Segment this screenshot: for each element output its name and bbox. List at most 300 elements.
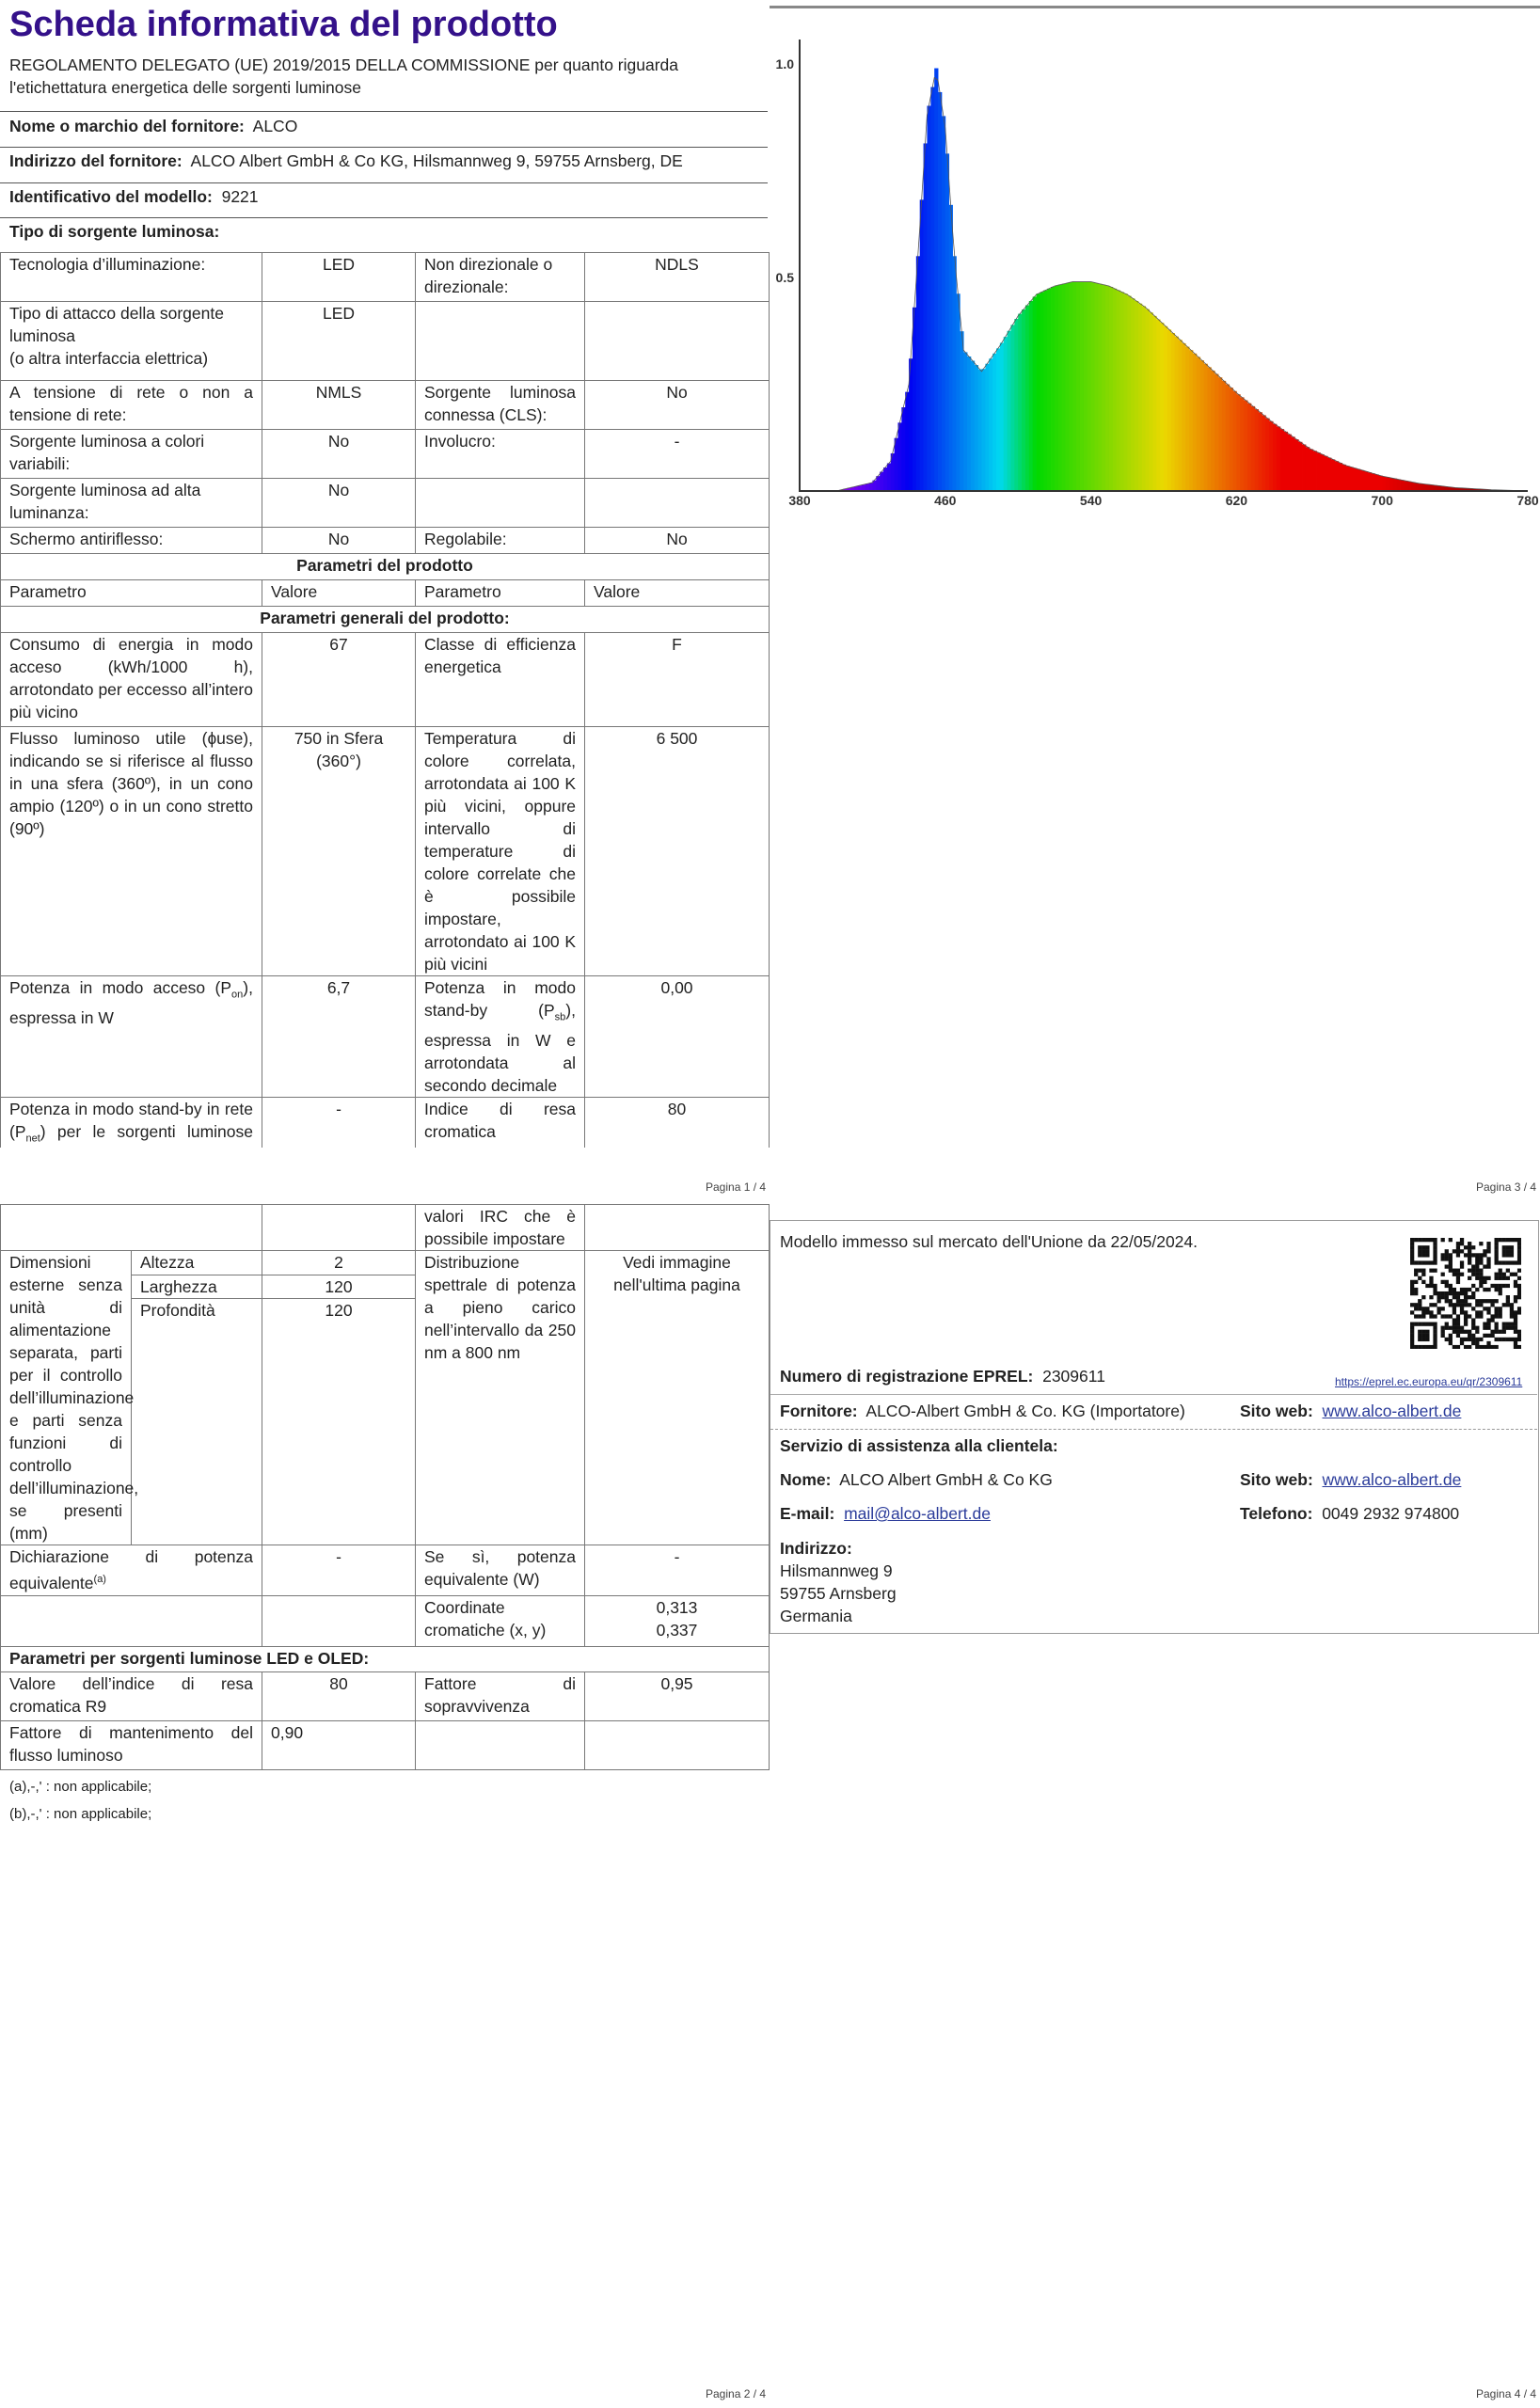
empty-cell: [585, 479, 770, 528]
spectrum-band: [956, 293, 960, 491]
name-value: ALCO Albert GmbH & Co KG: [839, 1470, 1053, 1489]
spectrum-band: [1335, 461, 1339, 491]
spectrum-band: [1339, 463, 1342, 491]
consumption-value: 67: [262, 633, 416, 727]
nondir-value: NDLS: [585, 253, 770, 302]
spectrum-band: [897, 422, 901, 491]
width-label: Larghezza: [132, 1275, 262, 1299]
spectrum-band: [1291, 436, 1294, 491]
spectrum-band: [1298, 442, 1302, 491]
spectrum-band: [1010, 325, 1014, 491]
spectrum-band: [1215, 374, 1218, 491]
spectrum-band: [1043, 291, 1047, 491]
spectrum-band: [1022, 309, 1025, 491]
spectrum-band: [1113, 289, 1117, 491]
placed-on-market: Modello immesso sul mercato dell'Unione da 22/05/2024.: [780, 1232, 1199, 1251]
model-value: 9221: [221, 187, 259, 206]
spectrum-band: [1284, 432, 1288, 491]
depth-value: 120: [262, 1299, 416, 1545]
dimensions-label: Dimensioni esterne senza unità di alimentazione separata, parti per il controllo dell’illuminazione e parti senza funzioni di controllo dell’illuminazione, se presenti (mm): [1, 1251, 132, 1545]
address-line-1: Hilsmannweg 9: [780, 1561, 893, 1580]
spectrum-band: [1000, 342, 1004, 491]
spectrum-band: [1091, 282, 1095, 491]
spectrum-band: [1397, 480, 1401, 491]
eprel-value: 2309611: [1042, 1367, 1105, 1386]
chroma-label: Coordinate cromatiche (x, y): [416, 1596, 585, 1647]
height-label: Altezza: [132, 1251, 262, 1275]
spectrum-band: [905, 392, 909, 491]
height-value: 2: [262, 1251, 416, 1275]
chroma-value: 0,313 0,337: [585, 1596, 770, 1647]
spectrum-band: [1150, 312, 1153, 491]
spectrum-band: [1294, 439, 1298, 491]
spectrum-band: [913, 308, 916, 491]
table-row: [1, 1596, 770, 1647]
table-row: [1, 580, 770, 607]
page-number: Pagina 2 / 4: [706, 2387, 767, 2400]
spectrum-band: [1273, 424, 1277, 491]
empty-cell: [585, 302, 770, 381]
spectrum-band: [1357, 469, 1360, 491]
spectrum-band: [1033, 296, 1037, 491]
spectrum-band: [1178, 340, 1182, 491]
empty-cell: [585, 1721, 770, 1770]
spectrum-band: [927, 105, 930, 491]
empty-cell: [1, 1205, 262, 1251]
page-title: Scheda informativa del prodotto: [9, 5, 558, 44]
spectrum-band: [1211, 371, 1215, 491]
spectrum-band: [1233, 391, 1237, 491]
spectrum-band: [1185, 347, 1189, 491]
depth-label: Profondità: [132, 1299, 262, 1545]
cls-label: Sorgente luminosa connessa (CLS):: [416, 381, 585, 430]
class-value: F: [585, 633, 770, 727]
email-label: E-mail:: [780, 1504, 835, 1523]
equiv-value: -: [262, 1545, 416, 1596]
page-number: Pagina 1 / 4: [706, 1180, 767, 1194]
spectrum-band: [1102, 285, 1105, 491]
address-row: [9, 150, 683, 172]
website2-link[interactable]: www.alco-albert.de: [1322, 1470, 1462, 1489]
spectrum-band: [1236, 394, 1240, 491]
spectrum-band: [1280, 429, 1284, 491]
model-label: Identificativo del modello:: [9, 187, 213, 206]
service-heading: Servizio di assistenza alla clientela:: [780, 1436, 1058, 1455]
hl-label: Sorgente luminosa ad alta luminanza:: [1, 479, 262, 528]
address-line-3: Germania: [780, 1607, 852, 1625]
spectrum-band: [1342, 465, 1346, 491]
spectrum-band: [953, 256, 957, 491]
spectrum-band: [1160, 323, 1164, 491]
lumen-maint-value: 0,90: [262, 1721, 416, 1770]
spectrum-band: [1378, 476, 1382, 491]
spectrum-band: [1353, 468, 1357, 491]
spectrum-band: [1320, 454, 1324, 491]
spectrum-band: [942, 116, 945, 491]
spectrum-band: [1029, 301, 1033, 491]
spectrum-band: [880, 472, 883, 491]
spectrum-band: [1265, 419, 1269, 491]
page-4-box: [770, 1220, 1539, 1634]
spectrum-band: [1422, 484, 1426, 491]
table-row: [1, 528, 770, 554]
spd-value: Vedi immagine nell'ultima pagina: [585, 1251, 770, 1545]
spectrum-band: [1025, 306, 1029, 491]
empty-cell: [262, 1596, 416, 1647]
spectrum-band: [1331, 459, 1335, 491]
spd-label: Distribuzione spettrale di potenza a pieno carico nell’intervallo da 250 nm a 800 nm: [416, 1251, 585, 1545]
params-table-cont: [0, 1204, 770, 1770]
spectrum-band: [1058, 285, 1062, 491]
spectrum-band: [1193, 354, 1197, 491]
spectrum-band: [1123, 293, 1127, 491]
eprel-link[interactable]: https://eprel.ec.europa.eu/qr/2309611: [1335, 1375, 1523, 1388]
flux-value: 750 in Sfera (360°): [262, 727, 416, 976]
qr-code-icon[interactable]: [1410, 1238, 1521, 1349]
spectrum-band: [1364, 471, 1368, 491]
glare-value: No: [262, 528, 416, 554]
spectrum-band: [960, 331, 963, 491]
x-tick-label: 380: [788, 493, 811, 508]
spectrum-band: [1084, 282, 1088, 491]
lumen-maint-label: Fattore di mantenimento del flusso luminoso: [1, 1721, 262, 1770]
supplier-label: Nome o marchio del fornitore:: [9, 117, 245, 135]
eprel-label: Numero di registrazione EPREL:: [780, 1367, 1034, 1386]
x-tick-label: 540: [1079, 493, 1103, 508]
dim-value: No: [585, 528, 770, 554]
spectrum-band: [989, 358, 992, 491]
col-value: Valore: [585, 580, 770, 607]
table-row: [1, 381, 770, 430]
page-1: [0, 0, 770, 1204]
divider: [0, 147, 768, 148]
spectrum-band: [1047, 289, 1051, 491]
spectrum-band: [982, 369, 986, 491]
website2-row: [1240, 1468, 1461, 1491]
col-value: Valore: [262, 580, 416, 607]
table-row: [1, 253, 770, 302]
spectrum-band: [1346, 466, 1350, 491]
spectrum-band: [1247, 404, 1251, 491]
spectrum-band: [1244, 401, 1247, 491]
spectrum-band: [1135, 301, 1138, 491]
divider: [0, 217, 768, 218]
source-type-label: Tipo di sorgente luminosa:: [9, 222, 220, 241]
spectrum-band: [1131, 298, 1135, 491]
spectrum-band: [963, 352, 967, 491]
spectrum-band: [1152, 316, 1156, 491]
r9-label: Valore dell’indice di resa cromatica R9: [1, 1672, 262, 1721]
spectrum-band: [1240, 397, 1244, 491]
spectrum-band: [1127, 296, 1131, 491]
source-type-table: [0, 252, 770, 1204]
cls-value: No: [585, 381, 770, 430]
spectrum-band: [924, 143, 928, 491]
spectrum-band: [1040, 292, 1043, 491]
x-tick-label: 700: [1371, 493, 1393, 508]
glare-label: Schermo antiriflesso:: [1, 528, 262, 554]
model-row: [9, 185, 259, 208]
y-tick-label: 1.0: [775, 56, 794, 71]
x-tick-label: 620: [1225, 493, 1248, 508]
pnet-label: Potenza in modo stand-by in rete $(P_{net})$ per le sorgenti luminose: [1, 1097, 262, 1204]
name-label: Nome:: [780, 1470, 832, 1489]
mains-label: A tensione di rete o non a tensione di rete:: [1, 381, 262, 430]
cap-label: Tipo di attacco della sorgente luminosa (o altra interfaccia elettrica): [1, 302, 262, 381]
spectrum-band: [1218, 377, 1222, 491]
x-tick-label: 460: [934, 493, 957, 508]
cct-label: Temperatura di colore correlata, arrotondata ai 100 K più vicini, oppure intervallo di temperature di colore correlate che è possibile impostare, arrotondato ai 100 K più vicini: [416, 727, 585, 976]
spectrum-band: [1156, 319, 1160, 491]
spectrum-band: [985, 364, 989, 491]
spectrum-band: [1117, 291, 1120, 491]
spectrum-band: [1327, 458, 1331, 491]
spectrum-band: [1324, 456, 1327, 491]
colour-label: Sorgente luminosa a colori variabili:: [1, 430, 262, 479]
cri-value: 80: [585, 1097, 770, 1204]
led-header: Parametri per sorgenti luminose LED e OLED:: [1, 1647, 770, 1672]
spectrum-band: [1302, 445, 1306, 491]
equiv-label: Dichiarazione di potenza equivalente$^{(a)}$: [1, 1545, 262, 1596]
email-link[interactable]: mail@alco-albert.de: [844, 1504, 991, 1523]
table-row: [1, 607, 770, 633]
spectrum-band: [1094, 283, 1098, 491]
col-param: Parametro: [1, 580, 262, 607]
equiv-w-label: Se sì, potenza equivalente (W): [416, 1545, 585, 1596]
spectrum-band: [1189, 350, 1193, 491]
r9-value: 80: [262, 1672, 416, 1721]
eprel-row: [780, 1365, 1105, 1387]
spectrum-band: [1138, 304, 1142, 491]
supplier-row: [9, 115, 297, 137]
phone-row: [1240, 1502, 1459, 1525]
envelope-label: Involucro:: [416, 430, 585, 479]
spectrum-band: [1167, 329, 1171, 491]
supplier-value: ALCO-Albert GmbH & Co. KG (Importatore): [865, 1402, 1185, 1420]
email-row: [780, 1502, 991, 1525]
table-row: [1, 302, 770, 381]
spectrum-band: [1317, 452, 1321, 491]
spectrum-band: [1072, 282, 1076, 491]
params-header: Parametri del prodotto: [1, 554, 770, 580]
spectrum-band: [1066, 283, 1070, 491]
spectrum-band: [934, 69, 938, 491]
y-tick-label: 0.5: [775, 270, 794, 285]
general-header: Parametri generali del prodotto:: [1, 607, 770, 633]
spectrum-band: [1164, 326, 1167, 491]
spectrum-band: [1262, 415, 1265, 491]
cap-value: LED: [262, 302, 416, 381]
spectrum-band: [1255, 409, 1259, 491]
table-row: [1, 1647, 770, 1672]
table-row: [1, 554, 770, 580]
spectrum-band: [1171, 333, 1175, 491]
spectrum-band: [1251, 406, 1255, 491]
hl-value: No: [262, 479, 416, 528]
spectrum-band: [1426, 484, 1430, 491]
spectrum-band: [1197, 356, 1200, 491]
spectrum-band: [1401, 480, 1405, 491]
spectrum-band: [895, 438, 898, 491]
col-param: Parametro: [416, 580, 585, 607]
spectrum-band: [1415, 483, 1419, 491]
spectrum-band: [1306, 447, 1310, 491]
website2-label: Sito web:: [1240, 1470, 1313, 1489]
spectrum-band: [916, 256, 920, 491]
spectrum-band: [1076, 282, 1080, 491]
address-heading: Indirizzo:: [780, 1539, 852, 1558]
spectrum-band: [1204, 364, 1208, 491]
address-label: Indirizzo del fornitore:: [9, 151, 183, 170]
spectrum-band: [975, 365, 978, 491]
spectrum-band: [1310, 450, 1313, 491]
empty-cell: [416, 479, 585, 528]
spectrum-band: [1404, 481, 1407, 491]
spectrum-band: [869, 483, 873, 491]
page-3: [770, 0, 1540, 1204]
table-row: [1, 1672, 770, 1721]
spectrum-band: [1372, 473, 1375, 491]
spectrum-band: [1008, 331, 1011, 491]
spectrum-band: [865, 483, 869, 491]
divider: [0, 182, 768, 183]
cri-label: Indice di resa cromatica: [416, 1097, 585, 1204]
name-row: [780, 1468, 1053, 1491]
regulation-text: REGOLAMENTO DELEGATO (UE) 2019/2015 DELLA COMMISSIONE per quanto riguarda l'etichettatura energetica delle sorgenti luminose: [9, 55, 678, 97]
supplier-label: Fornitore:: [780, 1402, 858, 1420]
spectrum-band: [1222, 381, 1226, 491]
spectrum-band: [1146, 309, 1150, 491]
spectrum-band: [1393, 479, 1397, 491]
website-label: Sito web:: [1240, 1402, 1313, 1420]
psb-value: 0,00: [585, 976, 770, 1098]
spectrum-band: [901, 407, 905, 491]
spectrum-band: [1288, 435, 1292, 491]
empty-cell: [416, 1721, 585, 1770]
table-row: [1, 633, 770, 727]
divider: [770, 1394, 1537, 1395]
empty-cell: [262, 1205, 416, 1251]
spectrum-band: [1182, 343, 1185, 491]
phone-label: Telefono:: [1240, 1504, 1313, 1523]
spectrum-band: [1313, 451, 1317, 491]
spectrum-band: [938, 92, 942, 491]
spectrum-band: [887, 463, 891, 491]
website-link[interactable]: www.alco-albert.de: [1322, 1402, 1462, 1420]
divider: [0, 111, 768, 112]
spectrum-band: [862, 484, 865, 491]
spectrum-band: [1259, 412, 1262, 491]
page-number: Pagina 3 / 4: [1476, 1180, 1537, 1194]
spectrum-band: [883, 467, 887, 491]
table-row: [1, 727, 770, 976]
nondir-label: Non direzionale o direzionale:: [416, 253, 585, 302]
spectrum-band: [920, 199, 924, 491]
spectrum-band: [1368, 472, 1372, 491]
table-row: [1, 1251, 770, 1275]
flux-label: Flusso luminoso utile (ɸuse), indicando se si riferisce al flusso in una sfera (360º), in un cono ampio (120º) o in un cono stretto (90º): [1, 727, 262, 976]
supplier-row: [780, 1400, 1185, 1422]
table-row: [1, 1205, 770, 1251]
empty-cell: [416, 302, 585, 381]
spectrum-band: [1055, 286, 1058, 491]
spectrum-band: [1386, 477, 1389, 491]
supplier-value: ALCO: [252, 117, 298, 135]
spectrum-band: [1207, 367, 1211, 491]
spectrum-band: [876, 476, 880, 491]
spectrum-band: [1014, 319, 1018, 491]
spectrum-band: [978, 370, 982, 491]
table-row: [1, 479, 770, 528]
spectrum-band: [1051, 287, 1055, 491]
empty-cell: [1, 1596, 262, 1647]
spectrum-band: [1098, 284, 1102, 491]
pon-label: Potenza in modo acceso $(P_{on})$, espressa in W: [1, 976, 262, 1098]
dim-label: Regolabile:: [416, 528, 585, 554]
dashed-divider: [770, 1429, 1537, 1430]
spectrum-band: [1175, 337, 1179, 491]
spectrum-band: [1374, 474, 1378, 491]
table-row: [1, 976, 770, 1098]
spectrum-band: [1360, 470, 1364, 491]
consumption-label: Consumo di energia in modo acceso (kWh/1000 h), arrotondato per eccesso all’intero più vicino: [1, 633, 262, 727]
spectrum-band: [971, 361, 975, 491]
envelope-value: -: [585, 430, 770, 479]
spectrum-band: [1411, 483, 1415, 491]
cri-cont-label: valori IRC che è possibile impostare: [416, 1205, 585, 1251]
address-line-2: 59755 Arnsberg: [780, 1584, 897, 1603]
equiv-w-value: -: [585, 1545, 770, 1596]
spectrum-band: [1349, 467, 1353, 491]
x-tick-label: 780: [1516, 493, 1539, 508]
table-row: [1, 1545, 770, 1596]
spectrum-band: [1142, 306, 1146, 491]
spectrum-band: [945, 153, 949, 491]
spectrum-band: [1109, 287, 1113, 491]
spectrum-band: [1069, 282, 1072, 491]
table-row: [1, 430, 770, 479]
survival-value: 0,95: [585, 1672, 770, 1721]
spectrum-band: [1088, 282, 1091, 491]
tech-label: Tecnologia d’illuminazione:: [1, 253, 262, 302]
table-row: [1, 1721, 770, 1770]
spectrum-band: [1230, 388, 1233, 491]
psb-label: Potenza in modo stand-by $(P_{sb})$, espressa in W e arrotondata al secondo decimale: [416, 976, 585, 1098]
spectrum-band: [1105, 286, 1109, 491]
phone-value: 0049 2932 974800: [1322, 1504, 1460, 1523]
footnote-a: (a),-,' : non applicabile;: [9, 1779, 152, 1795]
spectrum-chart: [770, 0, 1540, 513]
spectrum-area: [840, 69, 1503, 491]
spectrum-band: [1382, 476, 1386, 491]
page-number: Pagina 4 / 4: [1476, 2387, 1537, 2400]
spectrum-band: [1407, 482, 1411, 491]
spectrum-band: [1200, 360, 1204, 491]
survival-label: Fattore di sopravvivenza: [416, 1672, 585, 1721]
spectrum-band: [1389, 478, 1393, 491]
page-cut: [0, 1148, 770, 1204]
address-value: ALCO Albert GmbH & Co KG, Hilsmannweg 9, 59755 Arnsberg, DE: [190, 151, 683, 170]
spectrum-band: [992, 354, 996, 491]
mains-value: NMLS: [262, 381, 416, 430]
pnet-value: -: [262, 1097, 416, 1204]
spectrum-band: [1018, 314, 1022, 491]
tech-value: LED: [262, 253, 416, 302]
spectrum-band: [1120, 292, 1124, 491]
spectrum-band: [967, 356, 971, 491]
spectrum-band: [1080, 282, 1084, 491]
page-2: [0, 1204, 770, 2408]
